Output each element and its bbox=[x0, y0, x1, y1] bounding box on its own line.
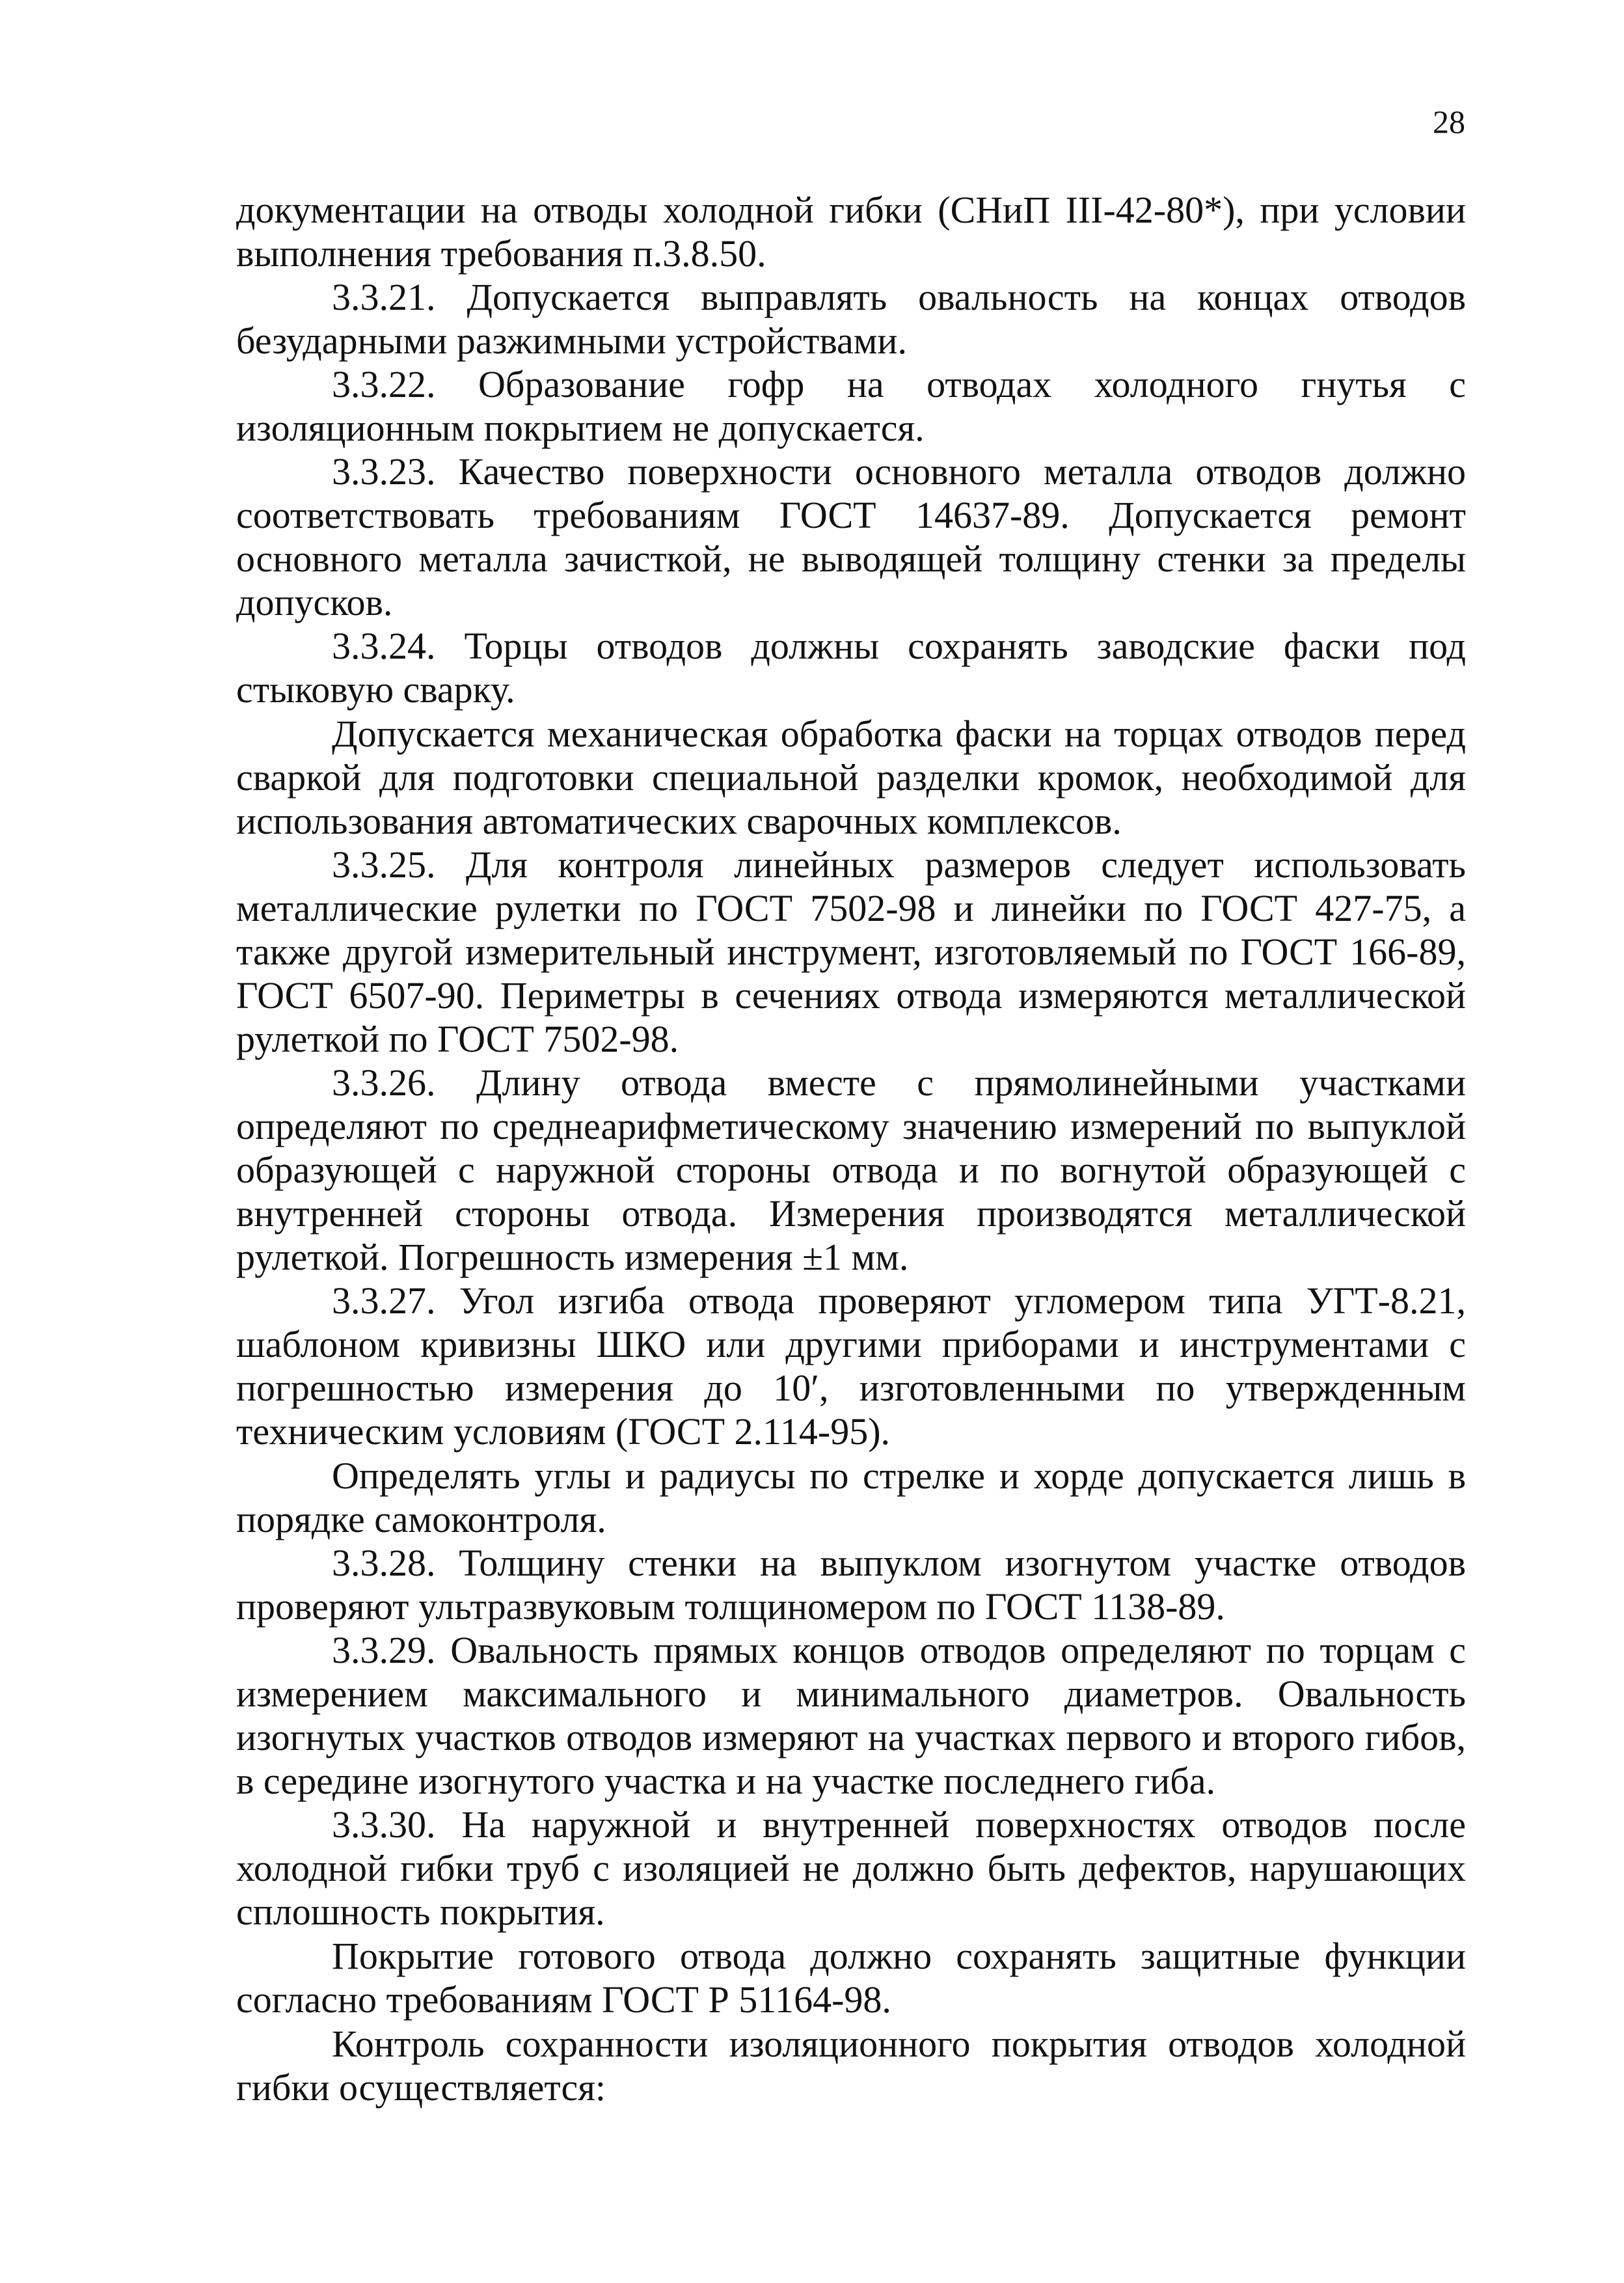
paragraph-3-3-22: 3.3.22. Образование гофр на отводах холодного гнутья с изоляционным покрытием не допускается. bbox=[236, 363, 1466, 449]
paragraph-continuation: документации на отводы холодной гибки (СНиП III-42-80*), при условии выполнения требования п.3.8.50. bbox=[236, 189, 1466, 275]
paragraph-3-3-24: 3.3.24. Торцы отводов должны сохранять заводские фаски под стыковую сварку. bbox=[236, 625, 1466, 711]
paragraph-machining-bevel: Допускается механическая обработка фаски на торцах отводов перед сваркой для подготовки специальной разделки кромок, необходимой для использования автоматических сварочных комплексов. bbox=[236, 713, 1466, 842]
page-number: 28 bbox=[1433, 103, 1465, 140]
paragraph-3-3-30: 3.3.30. На наружной и внутренней поверхностях отводов после холодной гибки труб с изоляцией не должно быть дефектов, нарушающих сплошность покрытия. bbox=[236, 1803, 1466, 1933]
paragraph-coating-protection: Покрытие готового отвода должно сохранять защитные функции согласно требованиям ГОСТ Р 51164-98. bbox=[236, 1935, 1466, 2021]
paragraph-3-3-27: 3.3.27. Угол изгиба отвода проверяют угломером типа УГТ-8.21, шаблоном кривизны ШКО или другими приборами и инструментами с погрешностью измерения до 10′, изготовленными по утвержденным техническим условиям (ГОСТ 2.114-95). bbox=[236, 1279, 1466, 1453]
paragraph-3-3-26: 3.3.26. Длину отвода вместе с прямолинейными участками определяют по среднеарифметическому значению измерений по выпуклой образующей с наружной стороны отвода и по вогнутой образующей с внутренней стороны отвода. Измерения производятся металлической рулеткой. Погрешность измерения ±1 мм. bbox=[236, 1061, 1466, 1278]
paragraph-self-control: Определять углы и радиусы по стрелке и хорде допускается лишь в порядке самоконтроля. bbox=[236, 1455, 1466, 1540]
paragraph-coating-control: Контроль сохранности изоляционного покрытия отводов холодной гибки осуществляется: bbox=[236, 2023, 1466, 2109]
paragraph-3-3-28: 3.3.28. Толщину стенки на выпуклом изогнутом участке отводов проверяют ультразвуковым толщиномером по ГОСТ 1138-89. bbox=[236, 1542, 1466, 1628]
paragraph-3-3-21: 3.3.21. Допускается выправлять овальность на концах отводов безударными разжимными устройствами. bbox=[236, 276, 1466, 362]
paragraph-3-3-25: 3.3.25. Для контроля линейных размеров следует использовать металлические рулетки по ГОСТ 7502-98 и линейки по ГОСТ 427-75, а также другой измерительный инструмент, изготовляемый по ГОСТ 166-89, ГОСТ 6507-90. Периметры в сечениях отвода измеряются металлической рулеткой по ГОСТ 7502-98. bbox=[236, 843, 1466, 1060]
paragraph-3-3-29: 3.3.29. Овальность прямых концов отводов определяют по торцам с измерением максимального и минимального диаметров. Овальность изогнутых участков отводов измеряют на участках первого и второго гибов, в середине изогнутого участка и на участке последнего гиба. bbox=[236, 1629, 1466, 1802]
paragraph-3-3-23: 3.3.23. Качество поверхности основного металла отводов должно соответствовать требованиям ГОСТ 14637-89. Допускается ремонт основного металла зачисткой, не выводящей толщину стенки за пределы допусков. bbox=[236, 450, 1466, 623]
document-body bbox=[236, 188, 1466, 2109]
